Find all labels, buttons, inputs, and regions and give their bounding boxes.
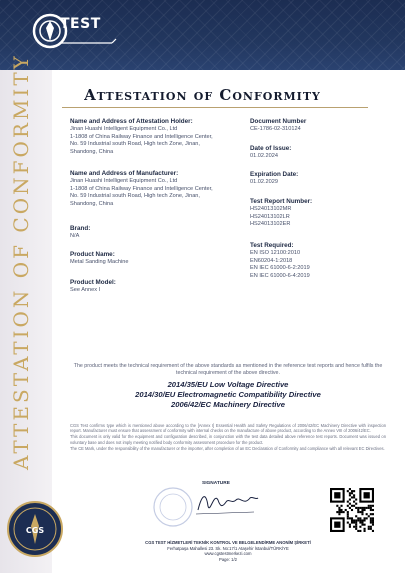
cgs-seal-icon [6,500,64,558]
manufacturer-address [70,178,213,208]
footer [70,540,386,562]
manufacturer-label: Name and Address of Manufacturer: [70,170,179,177]
holder-line: Shandong, China [70,148,114,155]
manufacturer-line: No. 59 Industrial south Road, High tech Zone, Jinan, [70,193,200,200]
test-required-list [250,250,310,280]
title-divider [62,107,368,108]
manufacturer-line: Shandong, China [70,200,114,207]
company-stamp-icon [150,486,196,528]
qr-code-icon[interactable] [330,488,374,532]
test-report-label: Test Report Number: [250,198,313,205]
test-report-number: HS24013102LR [250,213,290,220]
test-standard: EN60204-1:2018 [250,257,293,264]
product-name-value: Metal Sanding Machine [70,259,129,265]
issue-date-value: 01.02.2024 [250,153,278,159]
test-required-label: Test Required: [250,242,294,249]
legal-note: The CE Mark, under the responsibility of the manufacturer or the importer, after completion of an EC Declaration of Conformity and compliance with all relevant EC Directives. [70,445,385,451]
footer-address: Ferhatpaşa Mahallesi 23. Sk. No:17/1 Ataşehir İstanbul/TÜRKİYE [167,545,289,551]
header-banner [0,0,405,70]
directive-list [70,380,386,410]
legal-note: This document is only valid for the equipment and configuration described, in conjunction with the test data detailed above reference test reports. Document was issued on voluntary base and does not imply meeting notified body conformity assessment procedure for the product. [70,434,386,445]
legal-notes [70,423,386,452]
conformity-statement: The product meets the technical requirement of the above standards as mentioned in the reference test reports and hence fulfils the technical requirement of the above directive. [73,363,383,376]
holder-address [70,126,213,156]
footer-page-number: Page: 1/2 [219,556,237,562]
test-standard: EN ISO 12100:2010 [250,250,301,256]
issue-date-label: Date of Issue: [250,145,292,152]
test-report-number: HS24013102MR [250,206,292,212]
document-title: Attestation of Conformity [84,86,321,104]
holder-line: No. 59 Industrial south Road, High tech Zone, Jinan, [70,141,200,148]
holder-line: 1-1808 of China Railway Finance and Intelligence Center, [70,133,213,140]
signature-icon [192,486,262,518]
directive-item: 2006/42/EC Machinery Directive [171,400,285,409]
holder-line: Jinan Huashi Intelligent Equipment Co., Ltd [70,126,178,132]
directive-item: 2014/30/EU Electromagnetic Compatibility Directive [135,390,321,399]
test-standard: EN IEC 61000-6-4:2019 [250,272,310,279]
logo-text: TEST [60,16,101,32]
product-model-value: See Annex I [70,287,101,293]
product-model-label: Product Model: [70,279,116,286]
signature-label: SIGNATURE [202,481,230,486]
expiration-date-label: Expiration Date: [250,171,299,178]
side-vertical-text: ATTESTATION OF CONFORMITY [9,53,33,470]
test-report-number: HS24013102ER [250,221,291,228]
seal-text: CGS [25,526,45,535]
footer-company: CGS TEST HİZMETLERİ TEKNİK KONTROL VE BELGELENDİRME ANONİM ŞİRKETİ [145,540,311,545]
footer-website: www.cgstestmerkezi.com [204,551,252,557]
test-report-list [250,206,291,229]
document-number-value: CE-1786-02-310124 [250,126,301,132]
document-number-label: Document Number [250,118,307,125]
expiration-date-value: 01.02.2029 [250,179,278,185]
brand-label: Brand: [70,225,91,232]
brand-value: N/A [70,233,80,239]
manufacturer-line: Jinan Huashi Intelligent Equipment Co., Ltd [70,178,178,184]
holder-label: Name and Address of Attestation Holder: [70,118,193,125]
product-name-label: Product Name: [70,251,115,258]
manufacturer-line: 1-1808 of China Railway Finance and Intelligence Center, [70,185,213,192]
legal-note: CGS Test confirms type which is mentioned above according to the [Annex I] Essential Health and Safety Regulations of 2006/42/EC Machinery Directive with inspection report. Manufacturer must ensure that assessment of conformity with internal checks on the manufacture of above product, according to the Annex VIII of 2006/42/EC. [70,423,386,434]
test-standard: EN IEC 61000-6-2:2019 [250,265,310,272]
directive-item: 2014/35/EU Low Voltage Directive [167,380,289,389]
